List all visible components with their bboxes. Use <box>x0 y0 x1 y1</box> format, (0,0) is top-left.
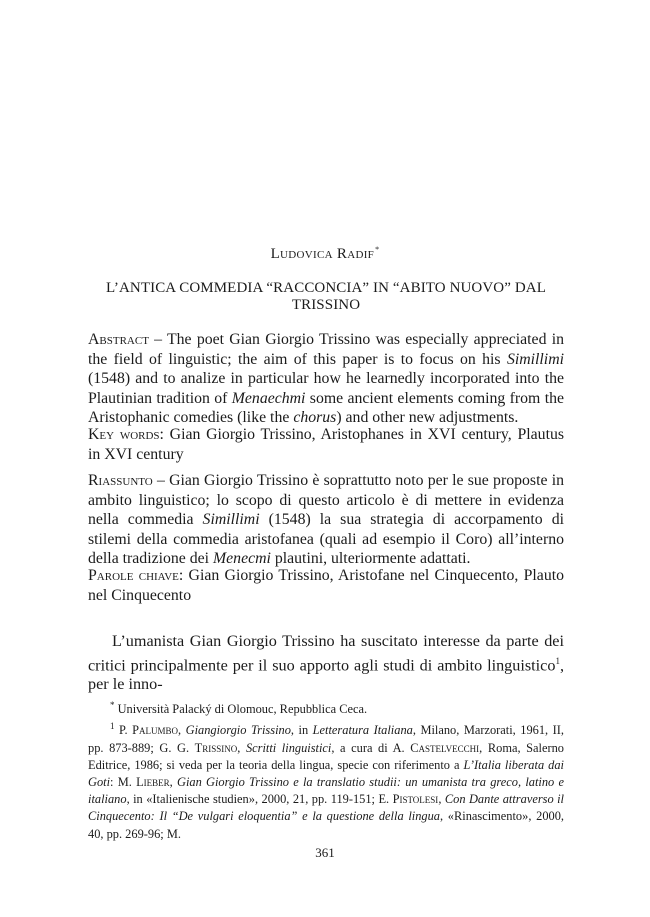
keywords <box>88 425 564 464</box>
parole-label: Parole chiave <box>88 567 179 584</box>
article-title: L’ANTICA COMMEDIA “RACCONCIA” IN “ABITO NUOVO” DAL TRISSINO <box>106 280 546 313</box>
riassunto: Riassunto – Gian Giorgio Trissino è soprattutto noto per le sue proposte in ambito linguistico; lo scopo di questo articolo è di mettere in evidenza nella commedia Simillimi (1548) la sua strategia di accorpamento di stilemi della commedia aristofanea (quali ad esempio il Coro) all’interno della tradizione dei Menecmi plautini, ulteriormente adattati. <box>88 472 564 567</box>
footnote-1: $^1$ P. Palumbo, Giangiorgio Trissino, in Letteratura Italiana, Milano, Marzorati, 1961, II, pp. 873-889; G. G. Trissino, Scritti linguistici, a cura di A. Castelvecchi, Roma, Salerno Editrice, 1986; si veda per la teoria della lingua, specie con riferimento a L’Italia liberata dai Goti: M. Lieber, Gian Giorgio Trissino e la translatio studii: un umanista tra greco, latino e italiano, in «Italienische studien», 2000, 21, pp. 119-151; E. Pistolesi, Con Dante attraverso il Cinquecento: Il “De vulgari eloquentia” e la questione della lingua, «Rinascimento», 2000, 40, pp. 269-96; M. <box>88 721 565 841</box>
parole-text: : Gian Giorgio Trissino, Aristofane nel Cinquecento, Plauto nel Cinquecento <box>88 567 565 604</box>
abstract: Abstract – The poet Gian Giorgio Trissino was especially appreciated in the field of linguistic; the aim of this paper is to focus on his Simillimi (1548) and to analize in particular how he learnedly incorporated into the Plautinian tradition of Menaechmi some ancient elements coming from the Aristophanic comedies (like the chorus) and other new adjustments. <box>88 331 564 426</box>
author-text: Ludovica Radif <box>270 246 375 262</box>
page-number: 361 <box>315 845 335 860</box>
author-footnote-mark: * <box>375 245 380 254</box>
body-paragraph: L’umanista Gian Giorgio Trissino ha suscitato interesse da parte dei critici principalmente per il suo apporto agli studi di ambito linguistico$^1$, per le inno- <box>88 632 564 694</box>
riassunto-label: Riassunto <box>88 472 153 489</box>
footnote-affiliation: * Università Palacký di Olomouc, Repubblica Ceca. <box>110 700 368 717</box>
footnote-ref-1: 1 <box>555 655 560 666</box>
author-name <box>0 245 650 263</box>
footnotes <box>88 697 564 843</box>
keywords-text: : Gian Giorgio Trissino, Aristophanes in XVI century, Plautus in XVI century <box>88 426 565 463</box>
parole-chiave <box>88 566 564 605</box>
abstract-label: Abstract <box>88 331 149 348</box>
keywords-label: Key words <box>88 426 160 443</box>
